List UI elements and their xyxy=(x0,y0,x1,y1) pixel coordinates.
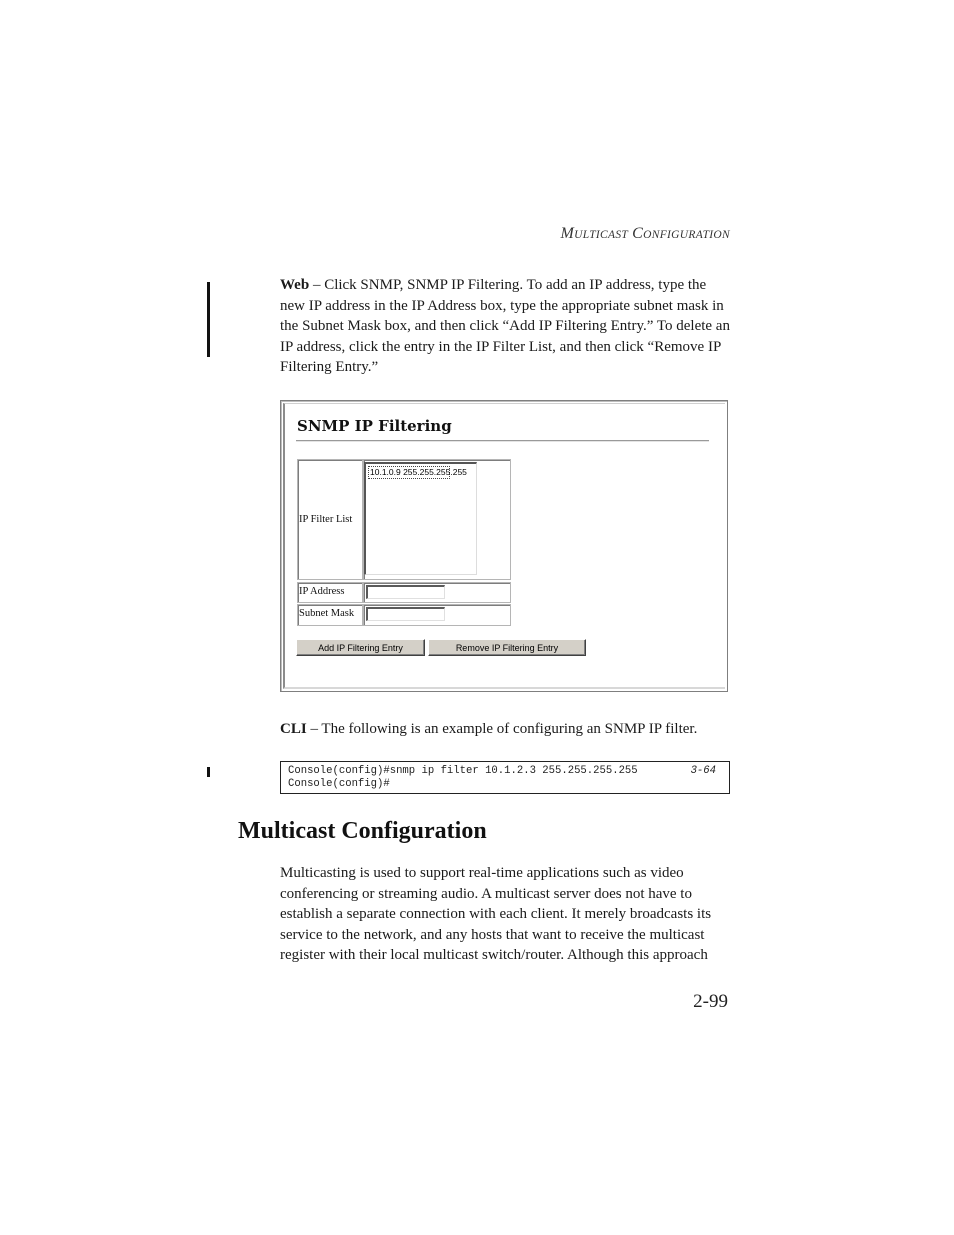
running-head xyxy=(561,225,731,243)
snmp-ip-filtering-screenshot xyxy=(280,400,728,692)
ip-filter-form xyxy=(297,459,511,626)
web-instructions xyxy=(280,275,730,378)
running-head-initial-1: M xyxy=(560,225,575,242)
subnet-mask-input[interactable] xyxy=(366,607,445,621)
cli-intro xyxy=(280,719,730,740)
change-bar-web xyxy=(207,282,210,357)
screenshot-frame xyxy=(283,403,725,689)
ip-address-label: IP Address xyxy=(299,586,345,597)
remove-ip-filtering-entry-button[interactable]: Remove IP Filtering Entry xyxy=(428,639,586,656)
cli-line-2: Console(config)# xyxy=(288,778,390,790)
change-bar-cli xyxy=(207,767,210,777)
ip-filter-list-item[interactable]: 10.1.0.9 255.255.255.255 xyxy=(370,467,467,477)
filter-list-label: IP Filter List xyxy=(299,514,353,525)
add-ip-filtering-entry-button[interactable]: Add IP Filtering Entry xyxy=(296,639,425,656)
running-head-word-2: ONFIGURATION xyxy=(643,229,730,241)
multicast-intro: Multicasting is used to support real-time applications such as video conferencing or streaming audio. A multicast server does not have to establish a separate connection with each client. It merely broadcasts its service to the network, and any hosts that want to receive the multicast register with their local multicast switch/router. Although this approach xyxy=(280,865,712,963)
web-lead: Web xyxy=(280,277,310,293)
web-text: – Click SNMP, SNMP IP Filtering. To add an IP address, type the new IP address in the IP Address box, type the appropriate subnet mask in the Subnet Mask box, and then click “Add IP Filtering Entry.” To delete an IP address, click the entry in the IP Filter List, and then click “Remove IP Filtering Entry.” xyxy=(280,277,730,375)
ui-title-divider xyxy=(296,440,709,442)
cli-example xyxy=(280,761,730,794)
running-head-initial-2: C xyxy=(632,225,644,242)
filter-list-label-cell xyxy=(297,459,363,580)
subnet-mask-label-cell xyxy=(297,604,363,626)
running-head-word-1: ULTICAST xyxy=(574,229,629,241)
section-heading: Multicast Configuration xyxy=(238,818,487,844)
page-number: 2-99 xyxy=(693,991,728,1012)
cli-line-1: Console(config)#snmp ip filter 10.1.2.3 255.255.255.255 xyxy=(288,765,638,777)
cli-text: – The following is an example of configuring an SNMP IP filter. xyxy=(306,721,698,737)
ip-filter-listbox[interactable] xyxy=(364,462,477,575)
cli-page-reference: 3-64 xyxy=(690,765,716,777)
subnet-mask-label: Subnet Mask xyxy=(299,608,355,619)
ip-address-input[interactable] xyxy=(366,585,445,599)
ip-address-label-cell xyxy=(297,582,363,603)
cli-lead: CLI xyxy=(280,721,307,737)
ui-page-title: SNMP IP Filtering xyxy=(297,417,452,435)
